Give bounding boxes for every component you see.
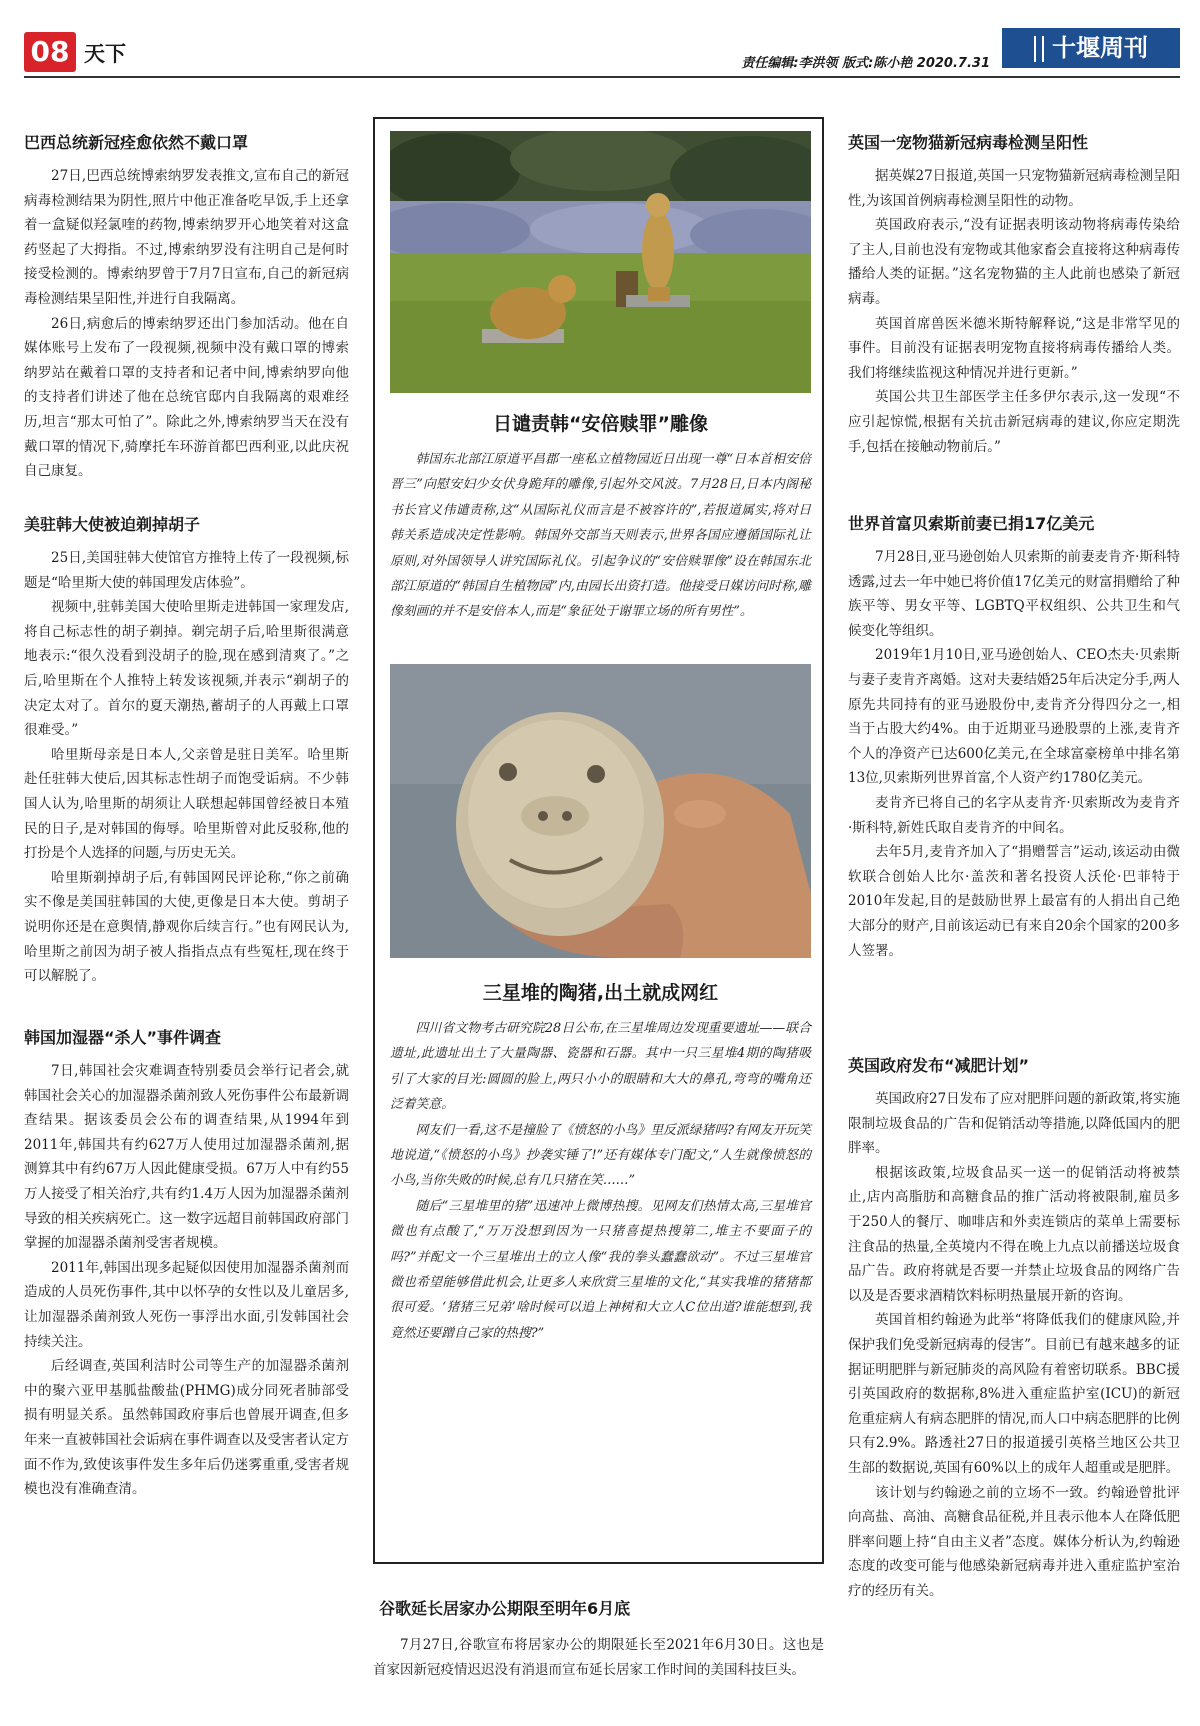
article-sanxingdui-pig [390, 1016, 811, 1346]
article-uk-cat [848, 130, 1180, 459]
featured-box [373, 117, 824, 1564]
paragraph: 据英媒27日报道,英国一只宠物猫新冠病毒检测呈阳性,为该国首例病毒检测呈阳性的动物。 [848, 168, 1180, 209]
article-title: 英国政府发布“减肥计划” [848, 1056, 1030, 1075]
paragraph: 网友们一看,这不是撞脸了《愤怒的小鸟》里反派绿猪吗?有网友开玩笑地说道,“《愤怒的小鸟》抄袭实锤了!”还有媒体专门配文,“人生就像愤怒的小鸟,当你失败的时候,总有几只猪在笑……” [390, 1122, 811, 1189]
page-number: 08 [24, 32, 76, 72]
article-title: 世界首富贝索斯前妻已捐17亿美元 [848, 514, 1095, 533]
paragraph: 后经调查,英国利洁时公司等生产的加湿器杀菌剂中的聚六亚甲基胍盐酸盐(PHMG)成分同死者肺部受损有明显关系。虽然韩国政府事后也曾展开调查,但多年来一直被韩国社会诟病在事件调查以及受害者认定方面不作为,致使该事件发生多年后仍迷雾重重,受害者规模也没有准确查清。 [24, 1358, 349, 1498]
page-header [24, 26, 1180, 76]
statue-photo-image [390, 131, 811, 393]
paragraph: 根据该政策,垃圾食品买一送一的促销活动将被禁止,店内高脂肪和高糖食品的推广活动将被限制,雇员多于250人的餐厅、咖啡店和外卖连锁店的菜单上需要标注食品的热量,全英境内不得在晚上九点以前播送垃圾食品广告。政府将就是否要一并禁止垃圾食品的网络广告以及是否要求酒精饮料标明热量展开新的咨询。 [848, 1164, 1180, 1304]
paragraph: 27日,巴西总统博索纳罗发表推文,宣布自己的新冠病毒检测结果为阴性,照片中他正准备吃早饭,手上还拿着一盒疑似羟氯喹的药物,博索纳罗开心地笑着对这盒药竖起了大拇指。不过,博索纳罗没有注明自己是何时接受检测的。博索纳罗曾于7月7日宣布,自己的新冠病毒检测结果呈阳性,并进行自我隔离。 [24, 168, 349, 307]
paragraph: 2019年1月10日,亚马逊创始人、CEO杰夫·贝索斯与妻子麦肯齐离婚。这对夫妻结婚25年后决定分手,两人原先共同持有的亚马逊股份中,麦肯齐分得四分之一,相当于占股大约4%。由于近期亚马逊股票的上涨,麦肯齐个人的净资产已达600亿美元,在全球富豪榜单中排名第13位,贝索斯列世界首富,个人资产约1780亿美元。 [848, 647, 1180, 787]
pottery-pig-photo [390, 664, 811, 958]
paragraph: 7月27日,谷歌宣布将居家办公的期限延长至2021年6月30日。这也是首家因新冠疫情迟迟没有消退而宣布延长居家工作时间的美国科技巨头。 [373, 1637, 824, 1678]
paragraph: 麦肯齐已将自己的名字从麦肯齐·贝索斯改为麦肯齐·斯科特,新姓氏取自麦肯齐的中间名。 [848, 794, 1180, 836]
paragraph: 四川省文物考古研究院28日公布,在三星堆周边发现重要遗址——联合遗址,此遗址出土了大量陶器、瓷器和石器。其中一只三星堆4期的陶猪吸引了大家的目光:圆圆的脸上,两只小小的眼睛和大大的鼻孔,弯弯的嘴角还泛着笑意。 [390, 1021, 811, 1113]
article-title: 谷歌延长居家办公期限至明年6月底 [379, 1599, 631, 1618]
paragraph: 英国首席兽医米德米斯特解释说,“这是非常罕见的事件。目前没有证据表明宠物直接将病毒传播给人类。我们将继续监视这种情况并进行更新。” [848, 315, 1180, 381]
article-us-ambassador [24, 512, 349, 989]
article-title: 英国一宠物猫新冠病毒检测呈阳性 [848, 133, 1089, 152]
header-rule [24, 76, 1180, 78]
paragraph: 该计划与约翰逊之前的立场不一致。约翰逊曾批评向高盐、高油、高糖食品征税,并且表示他本人在降低肥胖率问题上持“自由主义者”态度。媒体分析认为,约翰逊态度的改变可能与他感染新冠病毒并进入重症监护室治疗的经历有关。 [848, 1484, 1180, 1599]
paragraph: 英国政府表示,“没有证据表明该动物将病毒传染给了主人,目前也没有宠物或其他家畜会直接将这种病毒传播给人类的证据。”这名宠物猫的主人此前也感染了新冠病毒。 [848, 217, 1180, 307]
article-korea-humidifier [24, 1025, 349, 1502]
article-title: 巴西总统新冠痊愈依然不戴口罩 [24, 133, 249, 152]
article-title: 日谴责韩“安倍赎罪”雕像 [493, 413, 708, 435]
paragraph: 2011年,韩国出现多起疑似因使用加湿器杀菌剂而造成的人员死伤事件,其中以怀孕的女性以及儿童居多,让加湿器杀菌剂致人死伤一事浮出水面,引发韩国社会持续关注。 [24, 1259, 349, 1350]
paragraph: 英国首相约翰逊为此举“将降低我们的健康风险,并保护我们免受新冠病毒的侵害”。目前已有越来越多的证据证明肥胖与新冠肺炎的高风险有着密切联系。BBC援引英国政府的数据称,8%进入重症监护室(ICU)的新冠危重症病人有病态肥胖的情况,而人口中病态肥胖的比例只有2.9%。路透社27日的报道援引英格兰地区公共卫生部的数据说,英国有60%以上的成年人超重或是肥胖。 [848, 1312, 1180, 1476]
statue-photo [390, 131, 811, 393]
paragraph: 英国公共卫生部医学主任多伊尔表示,这一发现“不应引起惊慌,根据有关抗击新冠病毒的建议,你应定期洗手,包括在接触动物前后。” [848, 389, 1180, 455]
article-brazil-president [24, 130, 349, 484]
paragraph: 去年5月,麦肯齐加入了“捐赠誓言”运动,该运动由微软联合创始人比尔·盖茨和著名投资人沃伦·巴菲特于2010年发起,目的是鼓励世界上最富有的人捐出自己绝大部分的财产,目前该运动已有来自20余个国家的200多人签署。 [848, 844, 1180, 959]
article-google-wfh [373, 1596, 824, 1682]
paragraph: 哈里斯母亲是日本人,父亲曾是驻日美军。哈里斯赴任驻韩大使后,因其标志性胡子而饱受诟病。不少韩国人认为,哈里斯的胡须让人联想起韩国曾经被日本殖民的日子,是对韩国的侮辱。哈里斯曾对此反驳称,他的打扮是个人选择的问题,与历史无关。 [24, 746, 349, 862]
paragraph: 英国政府27日发布了应对肥胖问题的新政策,将实施限制垃圾食品的广告和促销活动等措施,以降低国内的肥胖率。 [848, 1091, 1180, 1157]
paragraph: 韩国东北部江原道平昌郡一座私立植物园近日出现一尊“日本首相安倍晋三”向慰安妇少女伏身跪拜的雕像,引起外交风波。7月28日,日本内阁秘书长官义伟谴责称,这“从国际礼仪而言是不被容许的”,若报道属实,将对日韩关系造成决定性影响。韩国外交部当天则表示,世界各国应遵循国际礼让原则,对外国领导人讲究国际礼仪。引起争议的“安倍赎罪像”设在韩国东北部江原道的“韩国自生植物园”内,由园长出资打造。他接受日媒访问时称,雕像刻画的并不是安倍本人,而是“象征处于谢罪立场的所有男性”。 [390, 452, 811, 620]
pottery-pig-image [390, 664, 811, 958]
article-uk-obesity-plan [848, 1053, 1180, 1603]
article-title: 韩国加湿器“杀人”事件调查 [24, 1028, 222, 1047]
section-title: 天下 [84, 42, 126, 66]
brand-mark-icon [1034, 36, 1044, 62]
paragraph: 7月28日,亚马逊创始人贝索斯的前妻麦肯齐·斯科特透露,过去一年中她已将价值17亿美元的财富捐赠给了种族平等、男女平等、LGBTQ平权组织、公共卫生和气候变化等组织。 [848, 549, 1180, 639]
brand-badge [1002, 28, 1180, 68]
paragraph: 7日,韩国社会灾难调查特别委员会举行记者会,就韩国社会关心的加湿器杀菌剂致人死伤事件公布最新调查结果。据该委员会公布的调查结果,从1994年到2011年,韩国共有约627万人使用过加湿器杀菌剂,据测算其中有约67万人因此健康受损。67万人中有约55万人接受了相关治疗,共有约1.4万人因为加湿器杀菌剂导致的相关疾病死亡。这一数字远超目前韩国政府部门掌握的加湿器杀菌剂受害者规模。 [24, 1063, 349, 1252]
paragraph: 随后“三星堆里的猪”迅速冲上微博热搜。见网友们热情太高,三星堆官微也有点酸了,“万万没想到因为一只猪喜提热搜第二,堆主不要面子的吗?”并配文一个三星堆出土的立人像“我的拳头蠢蠢欲动”。不过三星堆官微也希望能够借此机会,让更多人来欣赏三星堆的文化,“其实我堆的猪猪都很可爱。‘猪猪三兄弟’啥时候可以追上神树和大立人C位出道?谁能想到,我竟然还要蹭自己家的热搜?” [390, 1198, 811, 1341]
paragraph: 26日,病愈后的博索纳罗还出门参加活动。他在自媒体账号上发布了一段视频,视频中没有戴口罩的博索纳罗站在戴着口罩的支持者和记者中间,博索纳罗向他的支持者们讲述了他在总统官邸内自我隔离的艰难经历,坦言“那太可怕了”。除此之外,博索纳罗当天在没有戴口罩的情况下,骑摩托车环游首都巴西利亚,以此庆祝自己康复。 [24, 315, 349, 480]
paragraph: 哈里斯剃掉胡子后,有韩国网民评论称,“你之前确实不像是美国驻韩国的大使,更像是日本大使。剪胡子说明你还是在意舆情,静观你后续言行。”也有网民认为,哈里斯之前因为胡子被人指指点点有些冤枉,现在终于可以解脱了。 [24, 869, 349, 985]
article-title: 美驻韩大使被迫剃掉胡子 [24, 515, 201, 534]
article-bezos-ex-wife [848, 511, 1180, 963]
paragraph: 视频中,驻韩美国大使哈里斯走进韩国一家理发店,将自己标志性的胡子剃掉。剃完胡子后,哈里斯很满意地表示:“很久没看到没胡子的脸,现在感到清爽了。”之后,哈里斯在个人推特上转发该视频,并表示“剃胡子的决定太对了。首尔的夏天潮热,蓄胡子的人再戴上口罩很难受。” [24, 599, 349, 739]
article-japan-statue [390, 447, 811, 625]
brand-name: 十堰周刊 [1052, 34, 1148, 62]
editor-credits: 责任编辑:李洪领 版式:陈小艳 2020.7.31 [741, 56, 990, 71]
paragraph: 25日,美国驻韩大使馆官方推特上传了一段视频,标题是“哈里斯大使的韩国理发店体验”。 [24, 550, 349, 591]
article-title: 三星堆的陶猪,出土就成网红 [482, 982, 719, 1004]
